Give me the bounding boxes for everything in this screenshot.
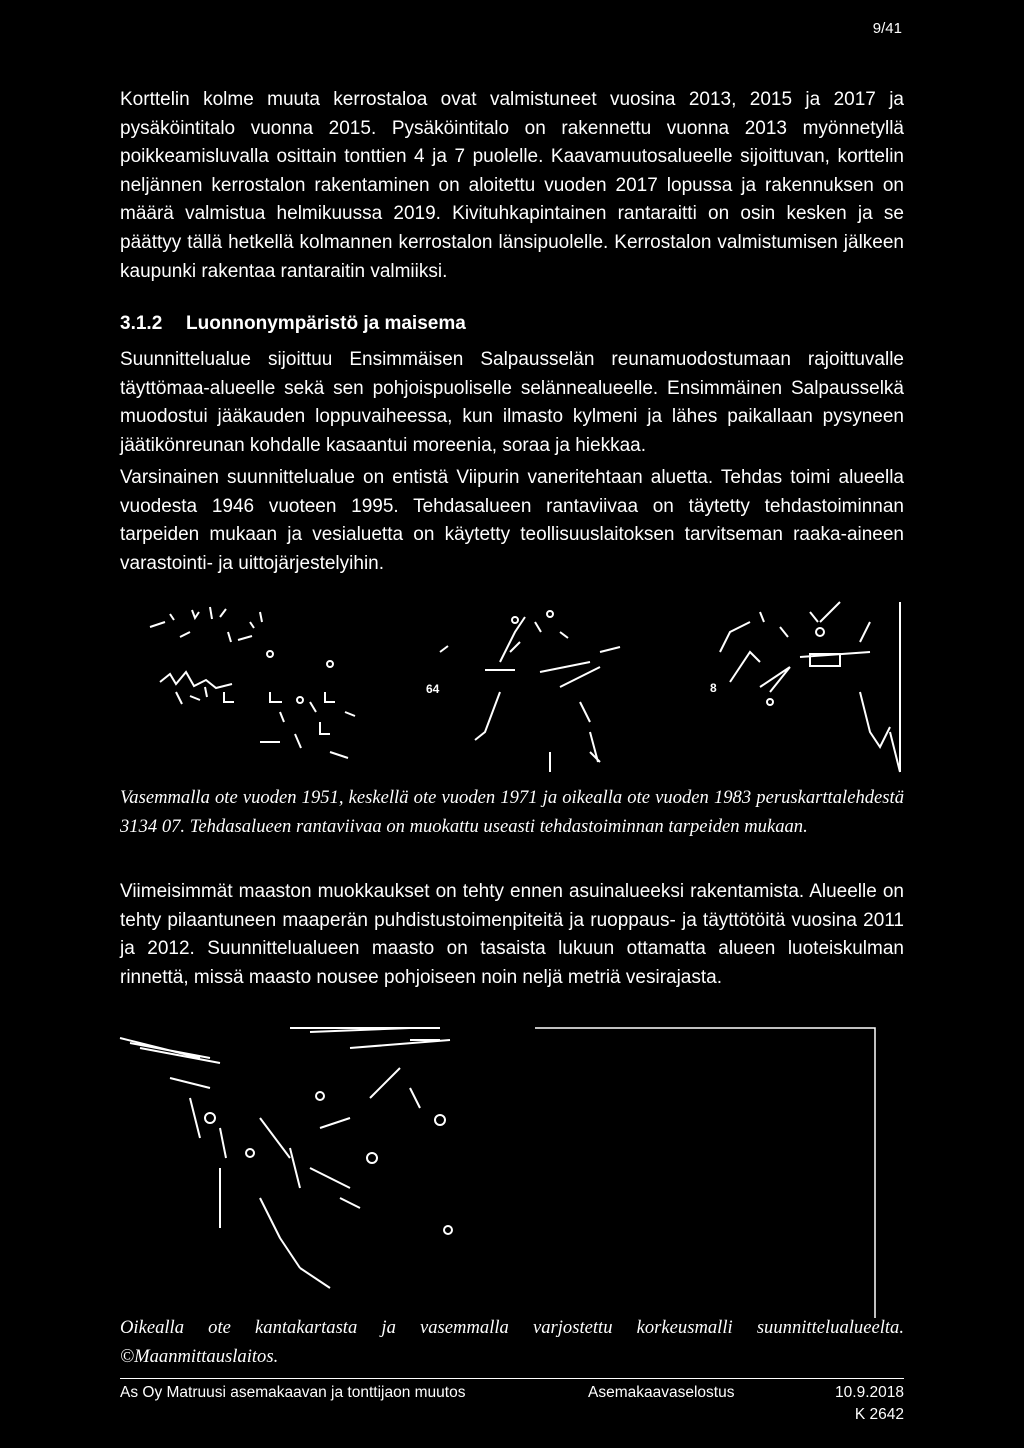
map-1983-label: 8 [710, 681, 717, 695]
footer-date: 10.9.2018 [835, 1384, 904, 1401]
section-number: 3.1.2 [120, 313, 163, 334]
historical-maps-graphic [120, 592, 904, 776]
paragraph-geology: Suunnittelualue sijoittuu Ensimmäisen Salpausselän reunamuodostumaan rajoittuvalle täyttömaa-alueelle sekä sen pohjoispuoliselle selännealueelle. Ensimmäinen Salpausselkä muodostui jääkauden loppuvaiheessa, kun ilmasto kylmeni ja lähes paikallaan pysyneen jäätikönreunan kohdalle kasaantui moreenia, soraa ja hiekkaa. [120, 349, 904, 456]
footer-title: As Oy Matruusi asemakaavan ja tonttijaon muutos [120, 1384, 466, 1401]
footer-code: K 2642 [854, 1406, 904, 1423]
elevation-and-base-maps [110, 1018, 910, 1318]
map-1951 [150, 607, 355, 758]
bottom-caption: Oikealla ote kantakartasta ja vasemmalla varjostettu korkeusmalli suunnittelualueelta. ©Maanmittauslaitos. [120, 1317, 904, 1367]
map-1971-label: 64 [426, 682, 440, 696]
section-heading [120, 310, 466, 338]
elevation-map-graphic [110, 1018, 910, 1318]
paragraph-intro: Korttelin kolme muuta kerrostaloa ovat valmistuneet vuosina 2013, 2015 ja 2017 ja pysäköintitalo vuonna 2015. Pysäköintitalo on rakennettu vuonna 2013 myönnetyllä poikkeamisluvalla osittain tonttien 4 ja 7 puolelle. Kaavamuutosalueelle sijoittuvan, korttelin neljännen kerrostalon rakentaminen on aloitettu vuoden 2017 lopussa ja rakennuksen on määrä valmistua helmikuussa 2019. Kivituhkapintainen rantaraitti on osin kesken ja se päättyy tällä hetkellä kolmannen kerrostalon länsipuolelle. Kerrostalon valmistumisen jälkeen kaupunki rakentaa rantaraitin valmiiksi. [120, 89, 904, 282]
paragraph-factory: Varsinainen suunnittelualue on entistä Viipurin vaneritehtaan aluetta. Tehdas toimi alueella vuodesta 1946 vuoteen 1995. Tehdasalueen rantaviivaa on täytetty tehdastoiminnan tarpeiden mukaan ja vesialuetta on käytetty teollisuuslaitoksen tarvitseman raaka-aineen varastointi- ja uittojärjestelyihin. [120, 467, 904, 574]
historical-maps [120, 592, 904, 776]
map-1971 [440, 611, 620, 772]
maps-caption: Vasemmalla ote vuoden 1951, keskellä ote vuoden 1971 ja oikealla ote vuoden 1983 peruskarttalehdestä 3134 07. Tehdasalueen rantaviivaa on muokattu useasti tehdastoiminnan tarpeiden mukaan. [120, 787, 904, 837]
paragraph-terrain: Viimeisimmät maaston muokkaukset on tehty ennen asuinalueeksi rakentamista. Alueelle on tehty pilaantuneen maaperän puhdistustoimenpiteitä ja ruoppaus- ja täyttötöitä vuosina 2011 ja 2012. Suunnittelualueen maasto on tasaista lukuun ottamatta alueen luoteiskulman rinnettä, missä maasto nousee pohjoiseen noin neljä metriä vesirajasta. [120, 881, 904, 988]
shaded-elevation-model [120, 1028, 452, 1288]
footer-doc-type: Asemakaavaselostus [588, 1384, 735, 1401]
map-1983 [720, 602, 900, 772]
base-map-frame [535, 1028, 875, 1318]
page-number: 9/41 [872, 20, 902, 37]
section-title: Luonnonympäristö ja maisema [186, 313, 466, 334]
footer-divider [120, 1378, 904, 1379]
